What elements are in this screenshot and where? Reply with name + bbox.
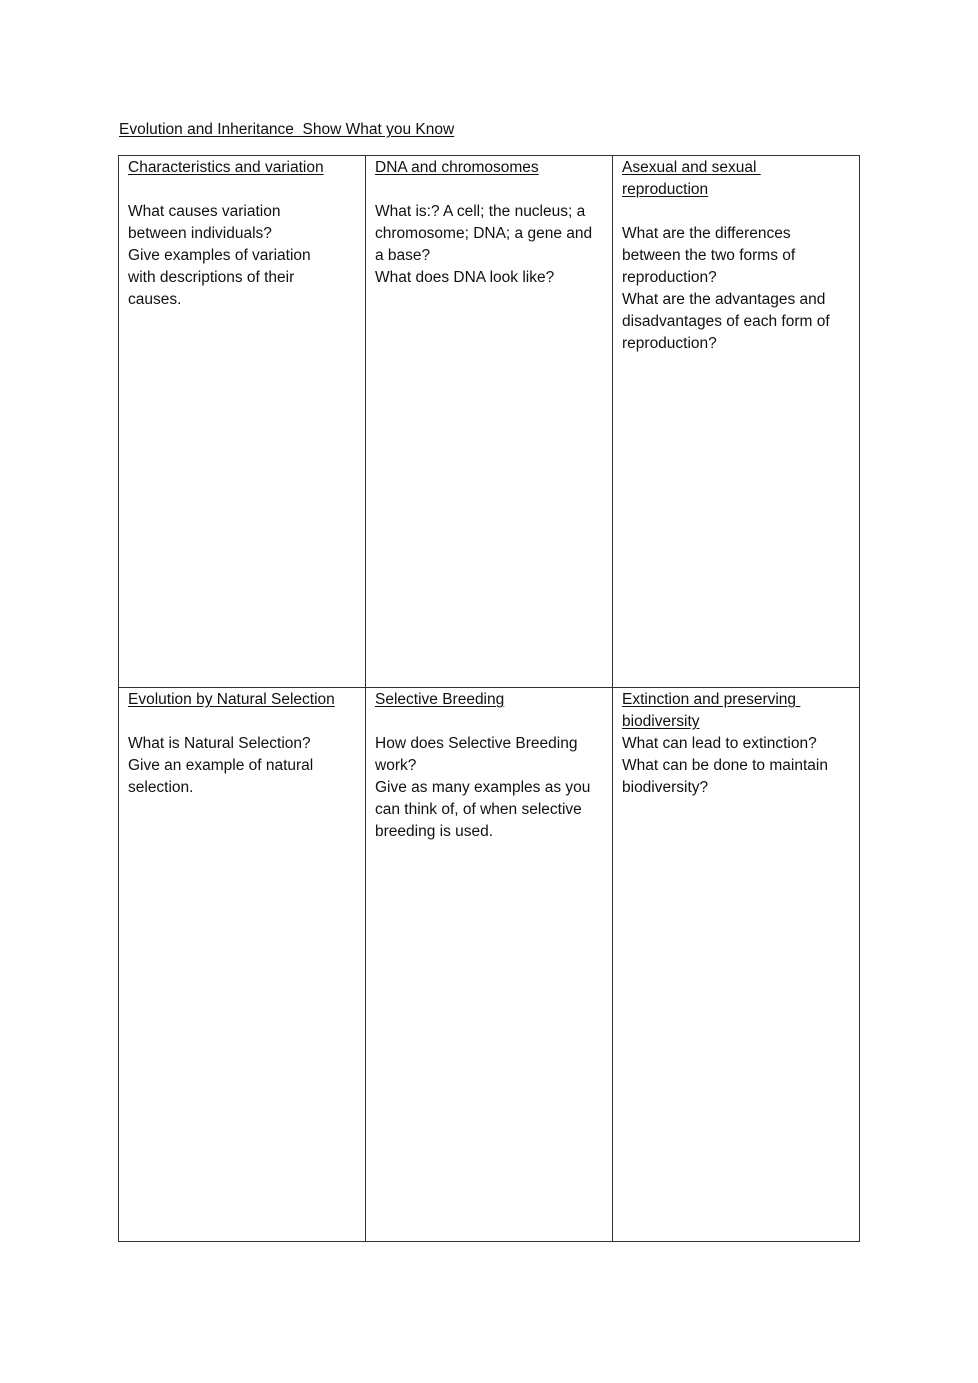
prompt-line: What are the differences: [622, 225, 791, 242]
cell-heading: Selective Breeding: [375, 691, 505, 708]
prompt-line: What causes variation: [128, 203, 281, 220]
prompt-line: biodiversity?: [622, 779, 709, 796]
cell-heading: biodiversity: [622, 713, 700, 730]
prompt-line: with descriptions of their: [128, 269, 295, 286]
prompt-line: selection.: [128, 779, 194, 796]
cell-selective-breeding[interactable]: [366, 688, 613, 1242]
cell-characteristics[interactable]: [119, 156, 366, 688]
prompt-line: breeding is used.: [375, 823, 494, 840]
prompt-line: What is Natural Selection?: [128, 735, 311, 752]
prompt-line: What are the advantages and: [622, 291, 826, 308]
prompt-line: Give an example of natural: [128, 757, 314, 774]
prompt-line: can think of, of when selective: [375, 801, 582, 818]
prompt-line: Give as many examples as you: [375, 779, 591, 796]
cell-dna[interactable]: [366, 156, 613, 688]
cell-heading: Evolution by Natural Selection: [128, 691, 335, 708]
prompt-line: What is:? A cell; the nucleus; a: [375, 203, 586, 220]
table-row: [119, 156, 860, 688]
prompt-line: What does DNA look like?: [375, 269, 555, 286]
prompt-line: What can be done to maintain: [622, 757, 828, 774]
prompt-line: reproduction?: [622, 335, 717, 352]
prompt-line: between the two forms of: [622, 247, 796, 264]
cell-natural-selection[interactable]: [119, 688, 366, 1242]
cell-heading: Characteristics and variation: [128, 159, 324, 176]
prompt-line: work?: [375, 757, 417, 774]
prompt-line: causes.: [128, 291, 182, 308]
cell-heading: reproduction: [622, 181, 709, 198]
prompt-line: reproduction?: [622, 269, 717, 286]
page-title: Evolution and Inheritance Show What you Know: [119, 121, 455, 138]
cell-reproduction[interactable]: [613, 156, 860, 688]
cell-heading: Asexual and sexual: [622, 159, 761, 176]
prompt-line: disadvantages of each form of: [622, 313, 830, 330]
cell-heading: DNA and chromosomes: [375, 159, 539, 176]
table-row: [119, 688, 860, 1242]
worksheet-table: [118, 155, 860, 1242]
prompt-line: chromosome; DNA; a gene and: [375, 225, 593, 242]
cell-extinction[interactable]: [613, 688, 860, 1242]
prompt-line: between individuals?: [128, 225, 272, 242]
prompt-line: How does Selective Breeding: [375, 735, 578, 752]
prompt-line: Give examples of variation: [128, 247, 311, 264]
cell-heading: Extinction and preserving: [622, 691, 801, 708]
prompt-line: What can lead to extinction?: [622, 735, 817, 752]
prompt-line: a base?: [375, 247, 431, 264]
